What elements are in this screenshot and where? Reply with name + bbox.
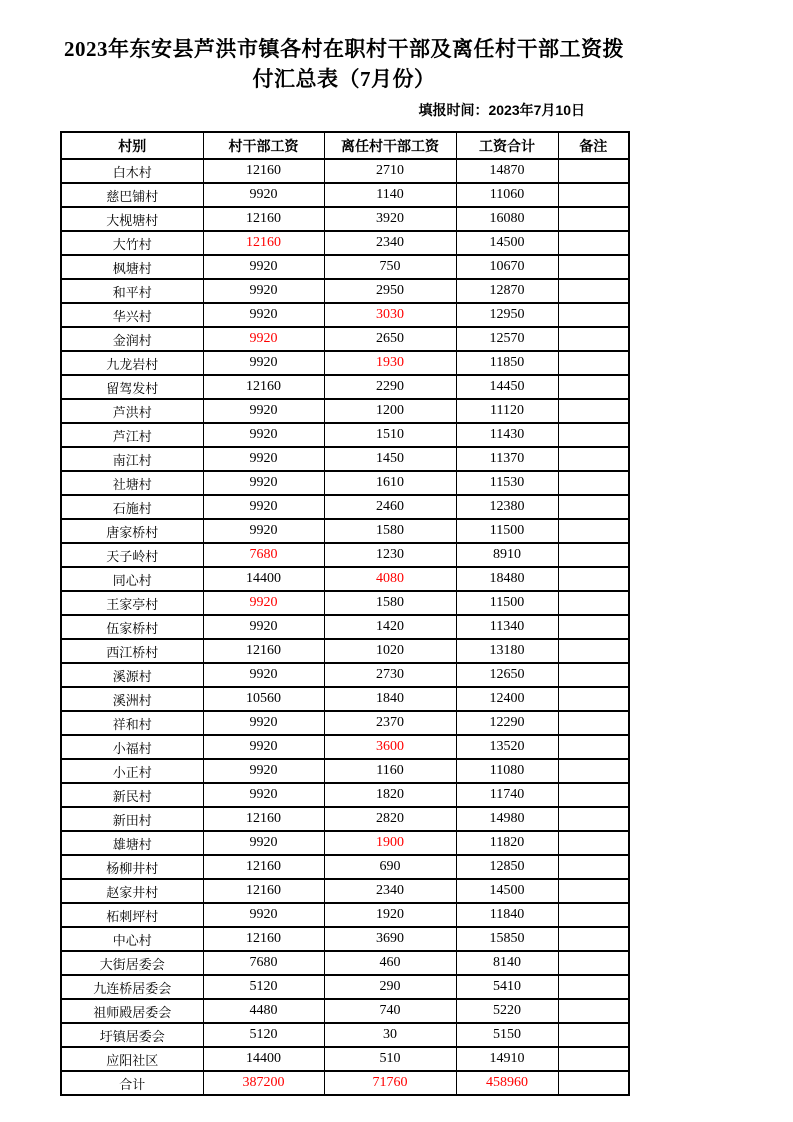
cadre-salary-cell: 9920 <box>203 303 324 327</box>
retired-salary-cell: 1930 <box>324 351 456 375</box>
table-row <box>61 927 629 951</box>
remark-cell <box>558 1047 629 1071</box>
remark-cell <box>558 999 629 1023</box>
table-row <box>61 879 629 903</box>
village-name-cell: 金润村 <box>61 327 203 351</box>
retired-salary-cell: 1450 <box>324 447 456 471</box>
cadre-salary-cell: 9920 <box>203 471 324 495</box>
retired-salary-cell: 2340 <box>324 231 456 255</box>
page-title-line1: 2023年东安县芦洪市镇各村在职村干部及离任村干部工资拨 <box>64 37 624 61</box>
retired-salary-cell: 1610 <box>324 471 456 495</box>
remark-cell <box>558 279 629 303</box>
table-row <box>61 495 629 519</box>
retired-salary-cell: 1140 <box>324 183 456 207</box>
remark-cell <box>558 543 629 567</box>
remark-cell <box>558 735 629 759</box>
cadre-salary-cell: 12160 <box>203 927 324 951</box>
salary-total-cell: 11060 <box>456 183 558 207</box>
table-total-row <box>61 1071 629 1095</box>
retired-salary-cell: 690 <box>324 855 456 879</box>
village-name-cell: 小正村 <box>61 759 203 783</box>
table-row <box>61 231 629 255</box>
village-name-cell: 小福村 <box>61 735 203 759</box>
table-row <box>61 735 629 759</box>
retired-salary-cell: 460 <box>324 951 456 975</box>
remark-cell <box>558 303 629 327</box>
table-row <box>61 471 629 495</box>
cadre-salary-cell: 9920 <box>203 399 324 423</box>
retired-salary-cell: 3030 <box>324 303 456 327</box>
table-row <box>61 159 629 183</box>
table-row <box>61 687 629 711</box>
retired-salary-cell: 3920 <box>324 207 456 231</box>
cadre-salary-cell: 9920 <box>203 663 324 687</box>
salary-total-cell: 11840 <box>456 903 558 927</box>
salary-total-cell: 11120 <box>456 399 558 423</box>
village-name-cell: 王家亭村 <box>61 591 203 615</box>
table-row <box>61 831 629 855</box>
header-cell-4: 备注 <box>558 132 629 159</box>
remark-cell <box>558 759 629 783</box>
village-name-cell: 柘刺坪村 <box>61 903 203 927</box>
salary-total-cell: 11740 <box>456 783 558 807</box>
header-cell-2: 离任村干部工资 <box>324 132 456 159</box>
table-row <box>61 279 629 303</box>
remark-cell <box>558 687 629 711</box>
village-name-cell: 溪洲村 <box>61 687 203 711</box>
salary-total-cell: 12570 <box>456 327 558 351</box>
remark-cell <box>558 831 629 855</box>
cadre-salary-cell: 9920 <box>203 591 324 615</box>
salary-total-cell: 5220 <box>456 999 558 1023</box>
remark-cell <box>558 783 629 807</box>
salary-total-cell: 15850 <box>456 927 558 951</box>
retired-salary-cell: 1820 <box>324 783 456 807</box>
retired-salary-cell: 71760 <box>324 1071 456 1095</box>
header-cell-3: 工资合计 <box>456 132 558 159</box>
header-cell-0: 村别 <box>61 132 203 159</box>
village-name-cell: 祥和村 <box>61 711 203 735</box>
village-name-cell: 大枧塘村 <box>61 207 203 231</box>
salary-total-cell: 11820 <box>456 831 558 855</box>
cadre-salary-cell: 12160 <box>203 231 324 255</box>
salary-total-cell: 14870 <box>456 159 558 183</box>
remark-cell <box>558 903 629 927</box>
salary-total-cell: 12290 <box>456 711 558 735</box>
cadre-salary-cell: 14400 <box>203 567 324 591</box>
cadre-salary-cell: 14400 <box>203 1047 324 1071</box>
retired-salary-cell: 1580 <box>324 591 456 615</box>
village-name-cell: 同心村 <box>61 567 203 591</box>
retired-salary-cell: 1160 <box>324 759 456 783</box>
retired-salary-cell: 3690 <box>324 927 456 951</box>
salary-total-cell: 11500 <box>456 519 558 543</box>
remark-cell <box>558 159 629 183</box>
table-row <box>61 951 629 975</box>
remark-cell <box>558 351 629 375</box>
cadre-salary-cell: 12160 <box>203 375 324 399</box>
cadre-salary-cell: 9920 <box>203 423 324 447</box>
remark-cell <box>558 567 629 591</box>
village-name-cell: 祖师殿居委会 <box>61 999 203 1023</box>
cadre-salary-cell: 12160 <box>203 807 324 831</box>
village-name-cell: 大竹村 <box>61 231 203 255</box>
table-row <box>61 783 629 807</box>
cadre-salary-cell: 9920 <box>203 279 324 303</box>
retired-salary-cell: 2290 <box>324 375 456 399</box>
remark-cell <box>558 255 629 279</box>
table-row <box>61 519 629 543</box>
table-row <box>61 591 629 615</box>
village-name-cell: 溪源村 <box>61 663 203 687</box>
remark-cell <box>558 327 629 351</box>
salary-total-cell: 12950 <box>456 303 558 327</box>
cadre-salary-cell: 9920 <box>203 351 324 375</box>
remark-cell <box>558 471 629 495</box>
remark-cell <box>558 639 629 663</box>
remark-cell <box>558 399 629 423</box>
table-row <box>61 423 629 447</box>
village-name-cell: 社塘村 <box>61 471 203 495</box>
document-content <box>60 34 628 1096</box>
salary-total-cell: 8140 <box>456 951 558 975</box>
salary-summary-table <box>60 131 630 1096</box>
village-name-cell: 赵家井村 <box>61 879 203 903</box>
retired-salary-cell: 1900 <box>324 831 456 855</box>
village-name-cell: 雄塘村 <box>61 831 203 855</box>
table-row <box>61 615 629 639</box>
village-name-cell: 西江桥村 <box>61 639 203 663</box>
retired-salary-cell: 740 <box>324 999 456 1023</box>
village-name-cell: 中心村 <box>61 927 203 951</box>
cadre-salary-cell: 9920 <box>203 519 324 543</box>
salary-total-cell: 13180 <box>456 639 558 663</box>
table-row <box>61 759 629 783</box>
cadre-salary-cell: 9920 <box>203 255 324 279</box>
salary-total-cell: 11430 <box>456 423 558 447</box>
village-name-cell: 合计 <box>61 1071 203 1095</box>
village-name-cell: 杨柳井村 <box>61 855 203 879</box>
table-row <box>61 975 629 999</box>
cadre-salary-cell: 9920 <box>203 759 324 783</box>
village-name-cell: 天子岭村 <box>61 543 203 567</box>
header-cell-1: 村干部工资 <box>203 132 324 159</box>
remark-cell <box>558 591 629 615</box>
retired-salary-cell: 750 <box>324 255 456 279</box>
cadre-salary-cell: 10560 <box>203 687 324 711</box>
remark-cell <box>558 807 629 831</box>
salary-total-cell: 5410 <box>456 975 558 999</box>
cadre-salary-cell: 12160 <box>203 879 324 903</box>
cadre-salary-cell: 387200 <box>203 1071 324 1095</box>
cadre-salary-cell: 9920 <box>203 183 324 207</box>
cadre-salary-cell: 9920 <box>203 735 324 759</box>
remark-cell <box>558 927 629 951</box>
remark-cell <box>558 375 629 399</box>
remark-cell <box>558 975 629 999</box>
retired-salary-cell: 2950 <box>324 279 456 303</box>
cadre-salary-cell: 9920 <box>203 327 324 351</box>
table-row <box>61 207 629 231</box>
table-row <box>61 303 629 327</box>
village-name-cell: 唐家桥村 <box>61 519 203 543</box>
salary-total-cell: 12850 <box>456 855 558 879</box>
village-name-cell: 圩镇居委会 <box>61 1023 203 1047</box>
salary-total-cell: 14500 <box>456 879 558 903</box>
remark-cell <box>558 663 629 687</box>
cadre-salary-cell: 9920 <box>203 711 324 735</box>
table-row <box>61 543 629 567</box>
cadre-salary-cell: 5120 <box>203 975 324 999</box>
retired-salary-cell: 1840 <box>324 687 456 711</box>
salary-total-cell: 458960 <box>456 1071 558 1095</box>
retired-salary-cell: 2730 <box>324 663 456 687</box>
cadre-salary-cell: 12160 <box>203 639 324 663</box>
salary-total-cell: 12380 <box>456 495 558 519</box>
cadre-salary-cell: 4480 <box>203 999 324 1023</box>
table-row <box>61 183 629 207</box>
remark-cell <box>558 447 629 471</box>
cadre-salary-cell: 5120 <box>203 1023 324 1047</box>
salary-total-cell: 14500 <box>456 231 558 255</box>
salary-total-cell: 14450 <box>456 375 558 399</box>
retired-salary-cell: 1920 <box>324 903 456 927</box>
salary-total-cell: 5150 <box>456 1023 558 1047</box>
table-header-row <box>61 132 629 159</box>
salary-total-cell: 11080 <box>456 759 558 783</box>
salary-total-cell: 11340 <box>456 615 558 639</box>
retired-salary-cell: 2650 <box>324 327 456 351</box>
page-title <box>60 34 628 94</box>
village-name-cell: 伍家桥村 <box>61 615 203 639</box>
cadre-salary-cell: 9920 <box>203 447 324 471</box>
table-row <box>61 447 629 471</box>
table-row <box>61 639 629 663</box>
village-name-cell: 南江村 <box>61 447 203 471</box>
salary-total-cell: 11850 <box>456 351 558 375</box>
retired-salary-cell: 3600 <box>324 735 456 759</box>
remark-cell <box>558 231 629 255</box>
village-name-cell: 和平村 <box>61 279 203 303</box>
cadre-salary-cell: 12160 <box>203 855 324 879</box>
remark-cell <box>558 183 629 207</box>
remark-cell <box>558 855 629 879</box>
table-row <box>61 855 629 879</box>
cadre-salary-cell: 9920 <box>203 831 324 855</box>
salary-total-cell: 10670 <box>456 255 558 279</box>
village-name-cell: 芦江村 <box>61 423 203 447</box>
salary-total-cell: 18480 <box>456 567 558 591</box>
retired-salary-cell: 30 <box>324 1023 456 1047</box>
retired-salary-cell: 1420 <box>324 615 456 639</box>
cadre-salary-cell: 12160 <box>203 207 324 231</box>
village-name-cell: 留驾发村 <box>61 375 203 399</box>
remark-cell <box>558 711 629 735</box>
retired-salary-cell: 2370 <box>324 711 456 735</box>
salary-total-cell: 11370 <box>456 447 558 471</box>
salary-total-cell: 16080 <box>456 207 558 231</box>
salary-total-cell: 14980 <box>456 807 558 831</box>
table-row <box>61 375 629 399</box>
village-name-cell: 大街居委会 <box>61 951 203 975</box>
retired-salary-cell: 4080 <box>324 567 456 591</box>
village-name-cell: 华兴村 <box>61 303 203 327</box>
page-title-line2: 付汇总表（7月份） <box>252 67 436 91</box>
retired-salary-cell: 2460 <box>324 495 456 519</box>
cadre-salary-cell: 9920 <box>203 495 324 519</box>
table-row <box>61 903 629 927</box>
remark-cell <box>558 951 629 975</box>
table-row <box>61 807 629 831</box>
table-row <box>61 255 629 279</box>
remark-cell <box>558 495 629 519</box>
salary-total-cell: 12870 <box>456 279 558 303</box>
village-name-cell: 慈巴铺村 <box>61 183 203 207</box>
table-row <box>61 567 629 591</box>
table-row <box>61 1023 629 1047</box>
village-name-cell: 白木村 <box>61 159 203 183</box>
retired-salary-cell: 1510 <box>324 423 456 447</box>
retired-salary-cell: 2710 <box>324 159 456 183</box>
remark-cell <box>558 423 629 447</box>
table-row <box>61 663 629 687</box>
table-row <box>61 999 629 1023</box>
remark-cell <box>558 879 629 903</box>
village-name-cell: 九龙岩村 <box>61 351 203 375</box>
cadre-salary-cell: 9920 <box>203 615 324 639</box>
village-name-cell: 新田村 <box>61 807 203 831</box>
cadre-salary-cell: 7680 <box>203 951 324 975</box>
retired-salary-cell: 1230 <box>324 543 456 567</box>
village-name-cell: 九连桥居委会 <box>61 975 203 999</box>
salary-total-cell: 13520 <box>456 735 558 759</box>
table-row <box>61 1047 629 1071</box>
salary-total-cell: 12400 <box>456 687 558 711</box>
remark-cell <box>558 1023 629 1047</box>
remark-cell <box>558 519 629 543</box>
retired-salary-cell: 2340 <box>324 879 456 903</box>
salary-total-cell: 12650 <box>456 663 558 687</box>
retired-salary-cell: 510 <box>324 1047 456 1071</box>
salary-total-cell: 11530 <box>456 471 558 495</box>
cadre-salary-cell: 7680 <box>203 543 324 567</box>
village-name-cell: 石施村 <box>61 495 203 519</box>
cadre-salary-cell: 9920 <box>203 783 324 807</box>
report-time-label: 填报时间：2023年7月10日 <box>418 102 585 118</box>
village-name-cell: 枫塘村 <box>61 255 203 279</box>
retired-salary-cell: 1020 <box>324 639 456 663</box>
village-name-cell: 芦洪村 <box>61 399 203 423</box>
table-row <box>61 711 629 735</box>
salary-total-cell: 8910 <box>456 543 558 567</box>
cadre-salary-cell: 9920 <box>203 903 324 927</box>
cadre-salary-cell: 12160 <box>203 159 324 183</box>
retired-salary-cell: 1200 <box>324 399 456 423</box>
salary-total-cell: 14910 <box>456 1047 558 1071</box>
retired-salary-cell: 290 <box>324 975 456 999</box>
village-name-cell: 新民村 <box>61 783 203 807</box>
salary-total-cell: 11500 <box>456 591 558 615</box>
remark-cell <box>558 1071 629 1095</box>
table-row <box>61 351 629 375</box>
retired-salary-cell: 2820 <box>324 807 456 831</box>
remark-cell <box>558 615 629 639</box>
village-name-cell: 应阳社区 <box>61 1047 203 1071</box>
table-row <box>61 327 629 351</box>
retired-salary-cell: 1580 <box>324 519 456 543</box>
remark-cell <box>558 207 629 231</box>
table-row <box>61 399 629 423</box>
